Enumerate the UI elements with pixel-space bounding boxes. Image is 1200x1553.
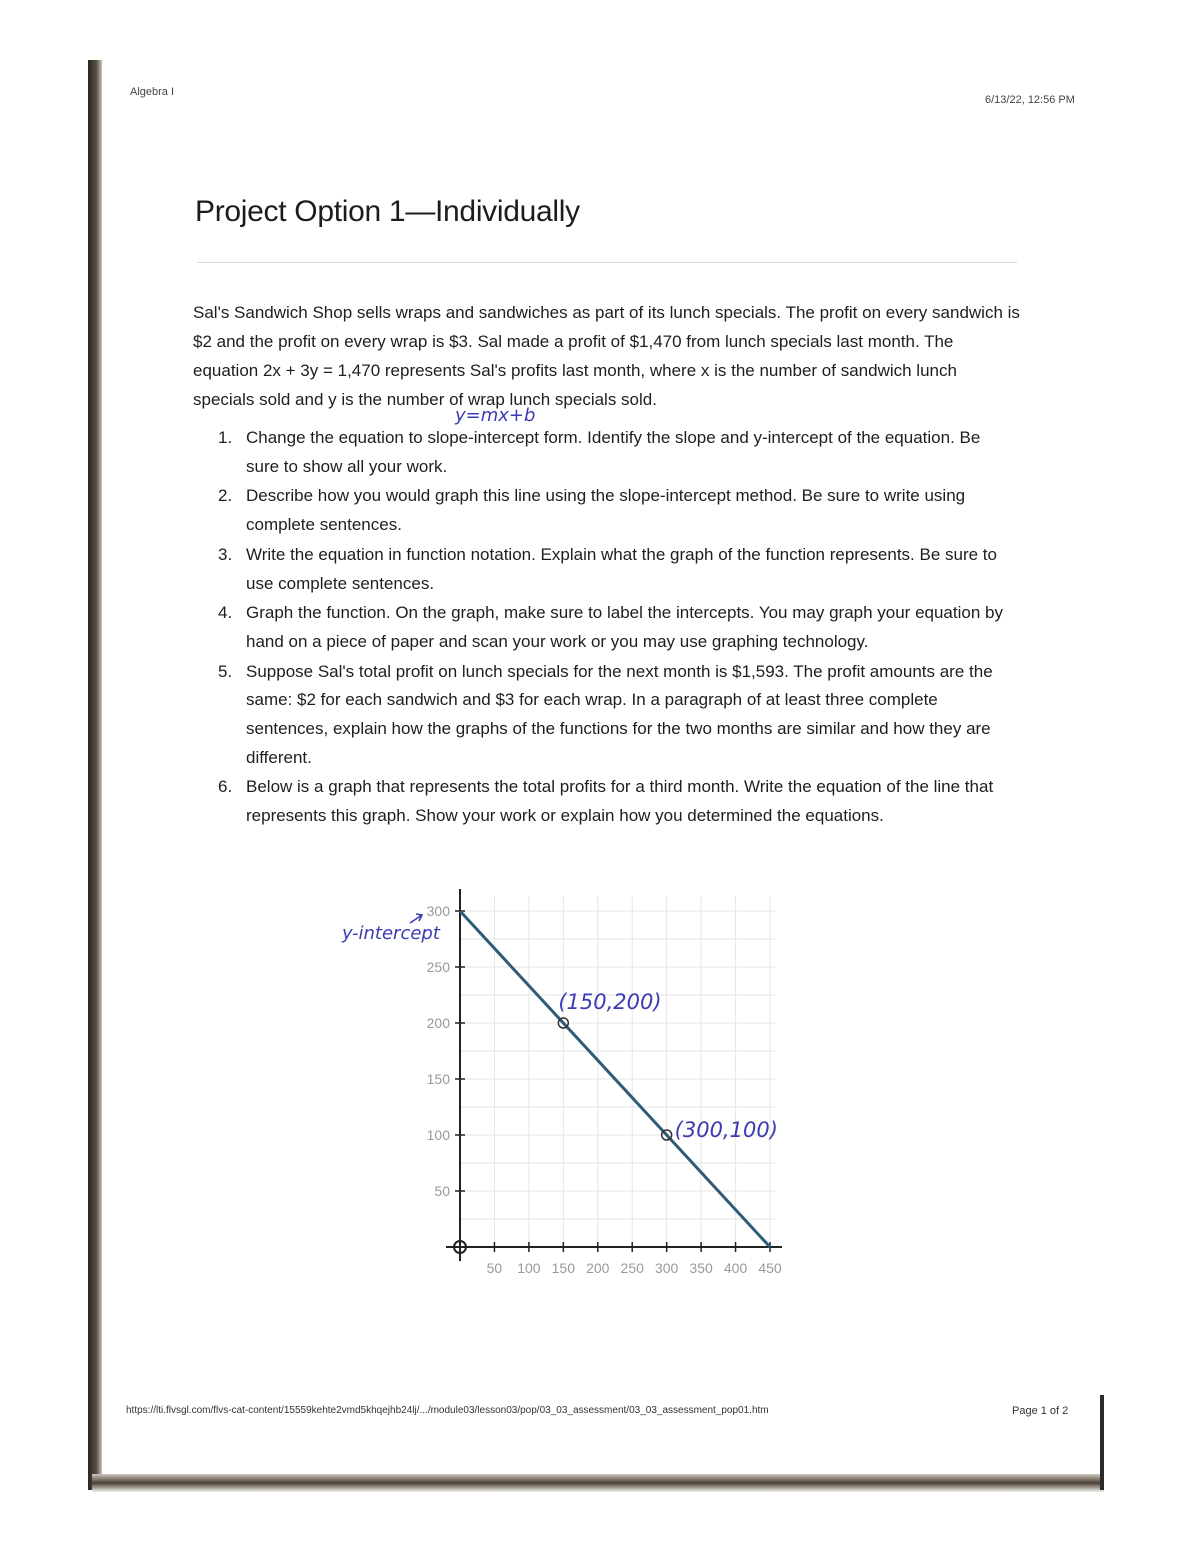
- question-list: [218, 424, 1018, 832]
- y-tick-label: 100: [426, 1127, 450, 1143]
- question-item: [218, 482, 1018, 539]
- question-text: Describe how you would graph this line using the slope-intercept method. Be sure to write using complete sentences.: [246, 486, 966, 535]
- question-text: Graph the function. On the graph, make sure to label the intercepts. You may graph your equation by hand on a piece of paper and scan your work or you may use graphing technology.: [246, 603, 1003, 651]
- print-timestamp: 6/13/22, 12:56 PM: [985, 94, 1075, 106]
- x-tick-label: 450: [758, 1260, 782, 1276]
- page-edge-shadow-left: [88, 60, 102, 1490]
- handwritten-formula: y=mx+b: [455, 405, 536, 426]
- title-divider: [197, 262, 1017, 263]
- page-edge-shadow-right: [1100, 1395, 1104, 1490]
- course-name: Algebra I: [130, 86, 175, 98]
- annotation-point-label: (150,200): [558, 990, 662, 1014]
- question-text: Suppose Sal's total profit on lunch specials for the next month is $1,593. The profit amounts are the same: $2 for each sandwich and $3 for each wrap. In a paragraph of at least three complete sentences, explain how the graphs of the functions for the two months are similar and how they are different.: [246, 661, 993, 767]
- question-item: [218, 424, 1018, 481]
- page-number: Page 1 of 2: [1012, 1405, 1069, 1417]
- question-text: Write the equation in function notation. Explain what the graph of the function represents. Be sure to use complete sentences.: [246, 544, 997, 593]
- y-tick-label: 250: [426, 959, 450, 975]
- x-tick-label: 100: [517, 1260, 541, 1276]
- question-number: 6.: [218, 777, 233, 797]
- y-tick-label: 150: [426, 1071, 450, 1087]
- x-tick-label: 200: [586, 1260, 610, 1276]
- x-tick-label: 300: [654, 1260, 679, 1276]
- page-title: Project Option 1—Individually: [195, 195, 580, 228]
- question-item: [218, 599, 1018, 656]
- y-tick-label: 300: [426, 903, 450, 919]
- x-tick-label: 350: [689, 1260, 713, 1276]
- question-text: Below is a graph that represents the total profits for a third month. Write the equation of the line that represents this graph. Show your work or explain how you determined the equations.: [246, 777, 994, 826]
- x-tick-label: 50: [486, 1260, 503, 1276]
- question-item: [218, 658, 1018, 773]
- question-item: [218, 773, 1018, 830]
- question-number: 1.: [218, 428, 233, 447]
- profit-line-graph: [330, 880, 810, 1290]
- question-number: 3.: [218, 544, 233, 564]
- annotation-point-label: (300,100): [674, 1118, 778, 1142]
- question-number: 4.: [218, 603, 233, 623]
- y-tick-label: 200: [426, 1015, 450, 1031]
- question-number: 5.: [218, 661, 233, 681]
- x-tick-label: 150: [551, 1260, 576, 1276]
- page-edge-shadow-bottom: [92, 1474, 1104, 1492]
- x-tick-label: 400: [723, 1260, 748, 1276]
- annotation-y-intercept: y-intercept: [342, 923, 440, 944]
- question-item: [218, 541, 1018, 598]
- footer-url: https://lti.flvsgl.com/flvs-cat-content/15559kehte2vmd5khqejhb24lj/.../module03/lesson03/pop/03_03_assessment/03_03_assessment_pop01.htm: [126, 1405, 769, 1416]
- intro-paragraph: Sal's Sandwich Shop sells wraps and sandwiches as part of its lunch specials. The profit on every sandwich is $2 and the profit on every wrap is $3. Sal made a profit of $1,470 from lunch specials last month. The equation 2x + 3y = 1,470 represents Sal's profits last month, where x is the number of sandwich lunch specials sold and y is the number of wrap lunch specials sold.: [193, 303, 1020, 409]
- question-number: 2.: [218, 486, 233, 506]
- y-tick-label: 50: [434, 1183, 450, 1199]
- x-tick-label: 250: [620, 1260, 644, 1276]
- question-text: Change the equation to slope-intercept form. Identify the slope and y-intercept of the equation. Be sure to show all your work.: [246, 428, 981, 476]
